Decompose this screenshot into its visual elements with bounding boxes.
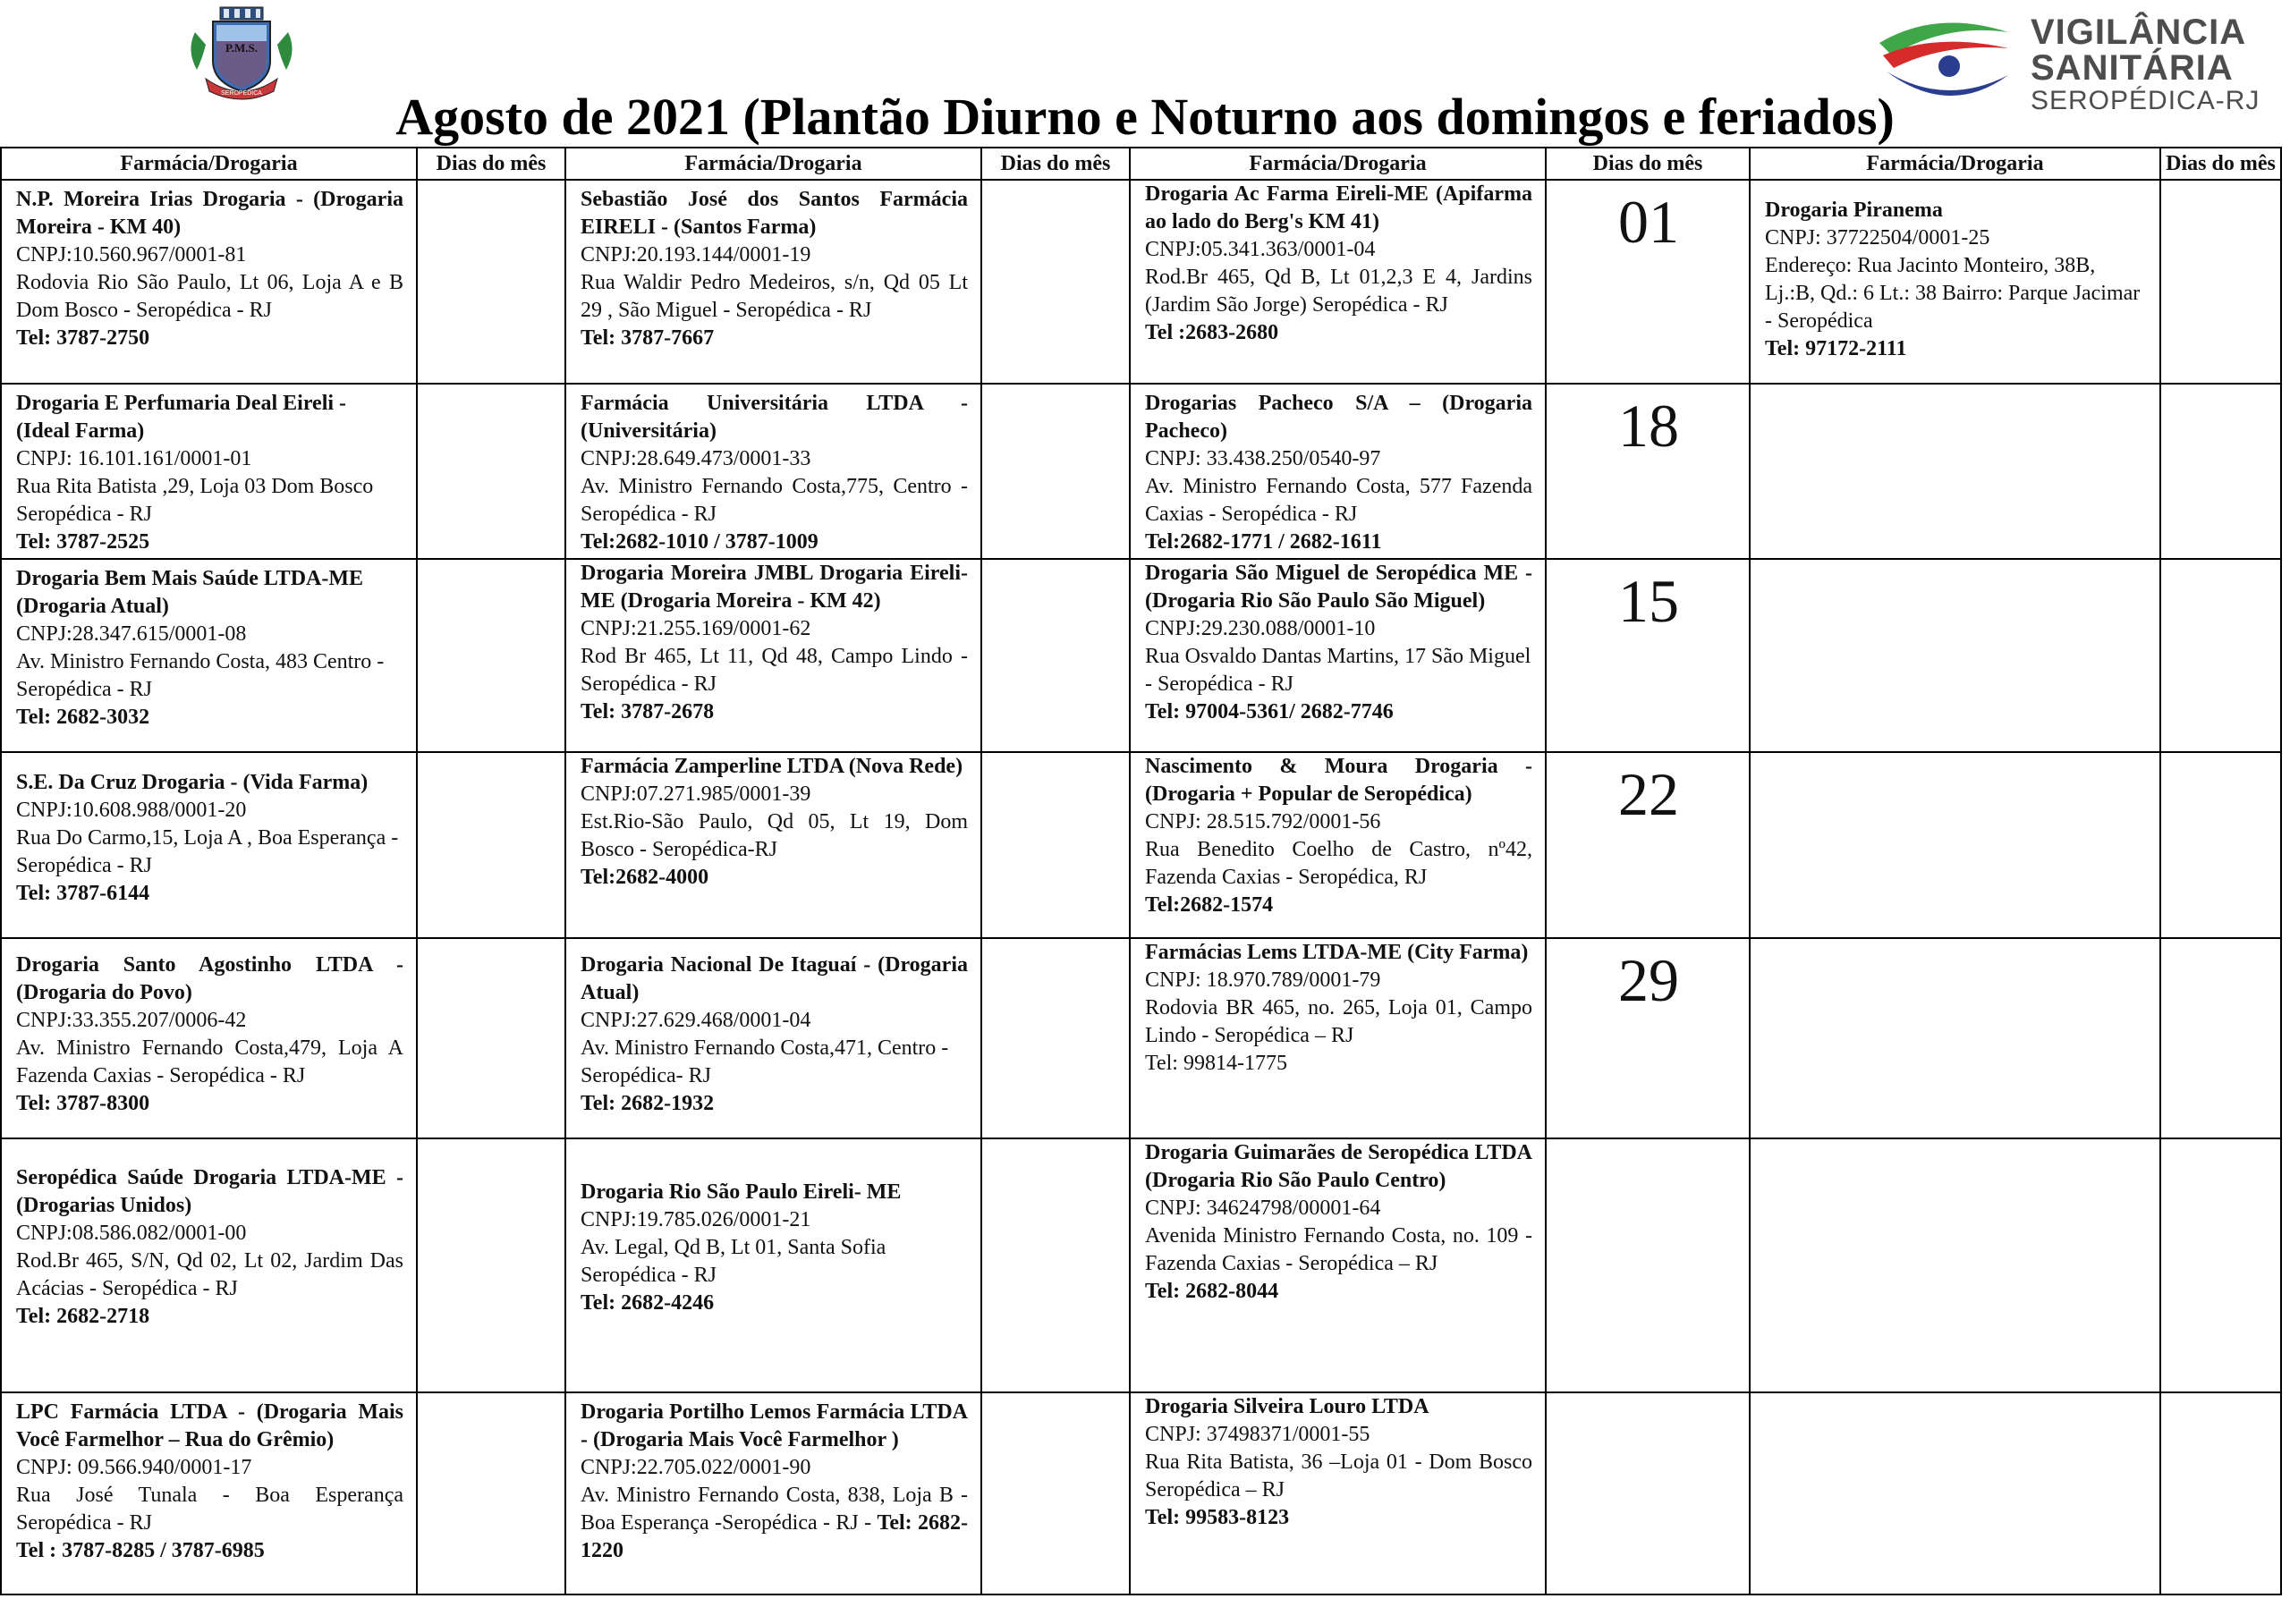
pharmacy-phone: Tel: 3787-7667 bbox=[581, 326, 715, 350]
pharmacy-cell bbox=[1750, 938, 2160, 1138]
svg-text:SEROPÉDICA: SEROPÉDICA bbox=[221, 90, 262, 97]
pharmacy-address: Av. Ministro Fernando Costa, 483 Centro - Seropédica - RJ bbox=[16, 650, 385, 701]
pharmacy-address: Av. Ministro Fernando Costa,775, Centro - Seropédica - RJ bbox=[581, 475, 968, 526]
pharmacy-cnpj: CNPJ: 16.101.161/0001-01 bbox=[16, 447, 252, 470]
pharmacy-cell bbox=[1, 180, 417, 384]
days-cell bbox=[417, 384, 565, 559]
pharmacy-name: Farmácias Lems LTDA-ME (City Farma) bbox=[1145, 941, 1529, 964]
pharmacy-cnpj: CNPJ:08.586.082/0001-00 bbox=[16, 1222, 247, 1245]
pharmacy-name: Sebastião José dos Santos Farmácia EIRELI - (Santos Farma) bbox=[581, 188, 968, 239]
table-row bbox=[1, 180, 2281, 384]
pharmacy-name: Drogaria São Miguel de Seropédica ME - (Drogaria Rio São Paulo São Miguel) bbox=[1145, 562, 1532, 613]
column-header-days: Dias do mês bbox=[2160, 148, 2281, 180]
column-header-days: Dias do mês bbox=[1546, 148, 1750, 180]
column-header-pharmacy: Farmácia/Drogaria bbox=[1130, 148, 1546, 180]
pharmacy-address: Av. Ministro Fernando Costa,479, Loja A Fazenda Caxias - Seropédica - RJ bbox=[16, 1036, 403, 1087]
pharmacy-duty-table bbox=[0, 147, 2282, 1595]
pharmacy-address: Rod Br 465, Lt 11, Qd 48, Campo Lindo - Seropédica - RJ bbox=[581, 645, 968, 696]
pharmacy-address: Rua Waldir Pedro Medeiros, s/n, Qd 05 Lt 29 , São Miguel - Seropédica - RJ bbox=[581, 271, 968, 322]
column-header-days: Dias do mês bbox=[417, 148, 565, 180]
pharmacy-address: Rua Do Carmo,15, Loja A , Boa Esperança - Seropédica - RJ bbox=[16, 826, 399, 877]
pharmacy-name: Drogaria Moreira JMBL Drogaria Eireli-ME (Drogaria Moreira - KM 42) bbox=[581, 562, 968, 613]
pharmacy-address: Rodovia Rio São Paulo, Lt 06, Loja A e B Dom Bosco - Seropédica - RJ bbox=[16, 271, 403, 322]
pharmacy-address: Rod.Br 465, Qd B, Lt 01,2,3 E 4, Jardins (Jardim São Jorge) Seropédica - RJ bbox=[1145, 266, 1532, 317]
table-row bbox=[1, 1138, 2281, 1392]
logo-line-2: SANITÁRIA bbox=[2031, 48, 2234, 88]
pharmacy-cell bbox=[565, 1392, 981, 1594]
pharmacy-name: Drogaria Nacional De Itaguaí - (Drogaria Atual) bbox=[581, 953, 968, 1004]
pharmacy-phone: Tel : 3787-8285 / 3787-6985 bbox=[16, 1539, 265, 1562]
table-row bbox=[1, 559, 2281, 752]
days-cell bbox=[981, 938, 1130, 1138]
pharmacy-phone: Tel: 2682-4246 bbox=[581, 1291, 715, 1315]
days-cell bbox=[2160, 1392, 2281, 1594]
pharmacy-address: Rod.Br 465, S/N, Qd 02, Lt 02, Jardim Das Acácias - Seropédica - RJ bbox=[16, 1249, 403, 1300]
pharmacy-cell bbox=[1750, 180, 2160, 384]
days-cell bbox=[981, 1392, 1130, 1594]
pharmacy-cell bbox=[1, 1138, 417, 1392]
days-cell bbox=[981, 559, 1130, 752]
pharmacy-cell bbox=[565, 384, 981, 559]
days-cell bbox=[1546, 180, 1750, 384]
pharmacy-cnpj: CNPJ:20.193.144/0001-19 bbox=[581, 243, 811, 266]
pharmacy-phone: Tel: 2682-8044 bbox=[1145, 1280, 1279, 1303]
table-row bbox=[1, 938, 2281, 1138]
days-cell bbox=[1546, 1392, 1750, 1594]
pharmacy-address: Rua Osvaldo Dantas Martins, 17 São Miguel - Seropédica - RJ bbox=[1145, 645, 1531, 696]
pharmacy-cell bbox=[1750, 384, 2160, 559]
pharmacy-cnpj: CNPJ:10.608.988/0001-20 bbox=[16, 799, 247, 822]
table-row bbox=[1, 384, 2281, 559]
pharmacy-cnpj: CNPJ:07.271.985/0001-39 bbox=[581, 782, 811, 806]
days-cell bbox=[417, 180, 565, 384]
pharmacy-phone: Tel:2682-1574 bbox=[1145, 893, 1274, 917]
pharmacy-cell bbox=[1130, 559, 1546, 752]
pharmacy-cell bbox=[1750, 752, 2160, 938]
pharmacy-phone: Tel :2683-2680 bbox=[1145, 321, 1279, 344]
pharmacy-name: Drogaria Piranema bbox=[1765, 199, 1943, 222]
days-cell bbox=[2160, 559, 2281, 752]
pharmacy-phone: Tel: 2682-2718 bbox=[16, 1305, 150, 1328]
pharmacy-name: Drogaria Portilho Lemos Farmácia LTDA - (Drogaria Mais Você Farmelhor ) bbox=[581, 1400, 968, 1451]
table-header-row bbox=[1, 148, 2281, 180]
pharmacy-cell bbox=[565, 938, 981, 1138]
pharmacy-name: Drogaria E Perfumaria Deal Eireli - (Ideal Farma) bbox=[16, 392, 347, 443]
pharmacy-cnpj: CNPJ:22.705.022/0001-90 bbox=[581, 1456, 811, 1479]
pharmacy-phone: Tel: 3787-2525 bbox=[16, 530, 150, 554]
pharmacy-name: Drogaria Silveira Louro LTDA bbox=[1145, 1395, 1429, 1418]
pharmacy-phone: Tel:2682-4000 bbox=[581, 866, 709, 889]
day-of-month: 01 bbox=[1618, 188, 1679, 256]
pharmacy-cnpj: CNPJ: 37498371/0001-55 bbox=[1145, 1423, 1370, 1446]
pharmacy-address: Rua Benedito Coelho de Castro, nº42, Fazenda Caxias - Seropédica, RJ bbox=[1145, 838, 1532, 889]
table-row bbox=[1, 752, 2281, 938]
pharmacy-phone: Tel: 3787-2678 bbox=[581, 700, 715, 723]
days-cell bbox=[1546, 559, 1750, 752]
pharmacy-cell bbox=[1130, 752, 1546, 938]
pharmacy-name: S.E. Da Cruz Drogaria - (Vida Farma) bbox=[16, 771, 369, 794]
pharmacy-cnpj: CNPJ: 37722504/0001-25 bbox=[1765, 226, 1990, 250]
pharmacy-name: Drogaria Santo Agostinho LTDA - (Drogaria do Povo) bbox=[16, 953, 403, 1004]
pharmacy-address: Avenida Ministro Fernando Costa, no. 109 - Fazenda Caxias - Seropédica – RJ bbox=[1145, 1224, 1532, 1275]
logo-line-3: SEROPÉDICA-RJ bbox=[2031, 86, 2260, 115]
column-header-pharmacy: Farmácia/Drogaria bbox=[1750, 148, 2160, 180]
days-cell bbox=[2160, 938, 2281, 1138]
day-of-month: 15 bbox=[1618, 567, 1679, 635]
pharmacy-phone: Tel: 97172-2111 bbox=[1765, 337, 1907, 360]
pharmacy-cell bbox=[1130, 1392, 1546, 1594]
days-cell bbox=[2160, 1138, 2281, 1392]
pharmacy-name: N.P. Moreira Irias Drogaria - (Drogaria Moreira - KM 40) bbox=[16, 188, 403, 239]
pharmacy-name: Nascimento & Moura Drogaria - (Drogaria + Popular de Seropédica) bbox=[1145, 755, 1532, 806]
pharmacy-name: Drogaria Ac Farma Eireli-ME (Apifarma ao lado do Berg's KM 41) bbox=[1145, 182, 1532, 233]
days-cell bbox=[2160, 752, 2281, 938]
days-cell bbox=[1546, 752, 1750, 938]
pharmacy-cnpj: CNPJ:21.255.169/0001-62 bbox=[581, 617, 811, 640]
pharmacy-address: Endereço: Rua Jacinto Monteiro, 38B, Lj.:B, Qd.: 6 Lt.: 38 Bairro: Parque Jacimar - Seropédica bbox=[1765, 254, 2141, 333]
pharmacy-name: Drogaria Guimarães de Seropédica LTDA (Drogaria Rio São Paulo Centro) bbox=[1145, 1141, 1532, 1192]
pharmacy-cell bbox=[1, 559, 417, 752]
pharmacy-name: Drogaria Bem Mais Saúde LTDA-ME (Drogaria Atual) bbox=[16, 567, 364, 618]
pharmacy-cell bbox=[565, 559, 981, 752]
pharmacy-cell bbox=[565, 752, 981, 938]
pharmacy-address: Rua Rita Batista, 36 –Loja 01 - Dom Bosco Seropédica – RJ bbox=[1145, 1451, 1532, 1501]
pharmacy-address: Rua José Tunala - Boa Esperança Seropédica - RJ bbox=[16, 1484, 403, 1535]
pharmacy-cnpj: CNPJ: 09.566.940/0001-17 bbox=[16, 1456, 252, 1479]
pharmacy-address: Est.Rio-São Paulo, Qd 05, Lt 19, Dom Bosco - Seropédica-RJ bbox=[581, 810, 968, 861]
days-cell bbox=[417, 1392, 565, 1594]
page-title: Agosto de 2021 (Plantão Diurno e Noturno aos domingos e feriados) bbox=[395, 88, 1895, 146]
pharmacy-name: LPC Farmácia LTDA - (Drogaria Mais Você Farmelhor – Rua do Grêmio) bbox=[16, 1400, 403, 1451]
pharmacy-cnpj: CNPJ: 28.515.792/0001-56 bbox=[1145, 810, 1381, 833]
pharmacy-cell bbox=[1130, 938, 1546, 1138]
pharmacy-cell bbox=[1130, 180, 1546, 384]
pharmacy-cnpj: CNPJ:10.560.967/0001-81 bbox=[16, 243, 247, 266]
days-cell bbox=[981, 180, 1130, 384]
pharmacy-cnpj: CNPJ:29.230.088/0001-10 bbox=[1145, 617, 1376, 640]
column-header-pharmacy: Farmácia/Drogaria bbox=[1, 148, 417, 180]
column-header-pharmacy: Farmácia/Drogaria bbox=[565, 148, 981, 180]
pharmacy-phone: Tel: 99814-1775 bbox=[1145, 1052, 1287, 1075]
pharmacy-cnpj: CNPJ:27.629.468/0001-04 bbox=[581, 1009, 811, 1032]
pharmacy-phone: Tel: 3787-6144 bbox=[16, 882, 150, 905]
pharmacy-phone: Tel:2682-1771 / 2682-1611 bbox=[1145, 530, 1382, 554]
pharmacy-address-text: Av. Ministro Fernando Costa, 838, Loja B - Boa Esperança -Seropédica - RJ - bbox=[581, 1484, 968, 1535]
pharmacy-address bbox=[581, 1482, 968, 1565]
pharmacy-cell bbox=[565, 180, 981, 384]
days-cell bbox=[417, 1138, 565, 1392]
column-header-days: Dias do mês bbox=[981, 148, 1130, 180]
days-cell bbox=[417, 938, 565, 1138]
days-cell bbox=[1546, 384, 1750, 559]
pharmacy-cell bbox=[1, 1392, 417, 1594]
pharmacy-phone: Tel: 97004-5361/ 2682-7746 bbox=[1145, 700, 1394, 723]
pharmacy-cell bbox=[1750, 1392, 2160, 1594]
pharmacy-address: Av. Ministro Fernando Costa,471, Centro - Seropédica- RJ bbox=[581, 1036, 949, 1087]
day-of-month: 22 bbox=[1618, 760, 1679, 828]
days-cell bbox=[417, 559, 565, 752]
logo-line-1: VIGILÂNCIA bbox=[2031, 13, 2247, 52]
pharmacy-phone: Tel: 3787-8300 bbox=[16, 1092, 150, 1115]
pharmacy-cnpj: CNPJ:05.341.363/0001-04 bbox=[1145, 238, 1376, 261]
pharmacy-cell bbox=[1750, 1138, 2160, 1392]
pharmacy-address: Rua Rita Batista ,29, Loja 03 Dom Bosco Seropédica - RJ bbox=[16, 475, 374, 526]
pharmacy-address: Rodovia BR 465, no. 265, Loja 01, Campo Lindo - Seropédica – RJ bbox=[1145, 996, 1532, 1047]
day-of-month: 18 bbox=[1618, 392, 1679, 460]
pharmacy-phone: Tel: 3787-2750 bbox=[16, 326, 150, 350]
pharmacy-cnpj: CNPJ: 34624798/00001-64 bbox=[1145, 1197, 1381, 1220]
pharmacy-cnpj: CNPJ: 18.970.789/0001-79 bbox=[1145, 968, 1381, 992]
pharmacy-cnpj: CNPJ:28.649.473/0001-33 bbox=[581, 447, 811, 470]
day-of-month: 29 bbox=[1618, 946, 1679, 1014]
pharmacy-cnpj: CNPJ:19.785.026/0001-21 bbox=[581, 1208, 811, 1231]
pharmacy-cell bbox=[1, 938, 417, 1138]
days-cell bbox=[981, 384, 1130, 559]
days-cell bbox=[1546, 1138, 1750, 1392]
pharmacy-cell bbox=[1130, 384, 1546, 559]
pharmacy-cnpj: CNPJ:28.347.615/0001-08 bbox=[16, 622, 247, 646]
days-cell bbox=[417, 752, 565, 938]
pharmacy-phone: Tel: 2682-1932 bbox=[581, 1092, 715, 1115]
pharmacy-name: Farmácia Universitária LTDA - (Universitária) bbox=[581, 392, 968, 443]
pharmacy-cell bbox=[1, 752, 417, 938]
days-cell bbox=[2160, 180, 2281, 384]
pharmacy-cell bbox=[1, 384, 417, 559]
days-cell bbox=[981, 752, 1130, 938]
days-cell bbox=[2160, 384, 2281, 559]
pharmacy-phone: Tel:2682-1010 / 3787-1009 bbox=[581, 530, 818, 554]
pharmacy-phone: Tel: 2682-1220 bbox=[581, 1511, 969, 1562]
days-cell bbox=[981, 1138, 1130, 1392]
pharmacy-address: Av. Ministro Fernando Costa, 577 Fazenda Caxias - Seropédica - RJ bbox=[1145, 475, 1532, 526]
pharmacy-phone: Tel: 2682-3032 bbox=[16, 706, 150, 729]
pharmacy-name: Drogaria Rio São Paulo Eireli- ME bbox=[581, 1180, 902, 1204]
svg-text:P.M.S.: P.M.S. bbox=[225, 41, 258, 55]
pharmacy-cell bbox=[1750, 559, 2160, 752]
pharmacy-cnpj: CNPJ:33.355.207/0006-42 bbox=[16, 1009, 247, 1032]
days-cell bbox=[1546, 938, 1750, 1138]
pharmacy-cell bbox=[1130, 1138, 1546, 1392]
pharmacy-name: Seropédica Saúde Drogaria LTDA-ME - (Drogarias Unidos) bbox=[16, 1166, 403, 1217]
pharmacy-name: Drogarias Pacheco S/A – (Drogaria Pacheco) bbox=[1145, 392, 1532, 443]
table-row bbox=[1, 1392, 2281, 1594]
pharmacy-cnpj: CNPJ: 33.438.250/0540-97 bbox=[1145, 447, 1381, 470]
pharmacy-address: Av. Legal, Qd B, Lt 01, Santa Sofia Seropédica - RJ bbox=[581, 1236, 886, 1287]
pharmacy-phone: Tel: 99583-8123 bbox=[1145, 1506, 1290, 1529]
pharmacy-name: Farmácia Zamperline LTDA (Nova Rede) bbox=[581, 755, 963, 778]
pharmacy-cell bbox=[565, 1138, 981, 1392]
